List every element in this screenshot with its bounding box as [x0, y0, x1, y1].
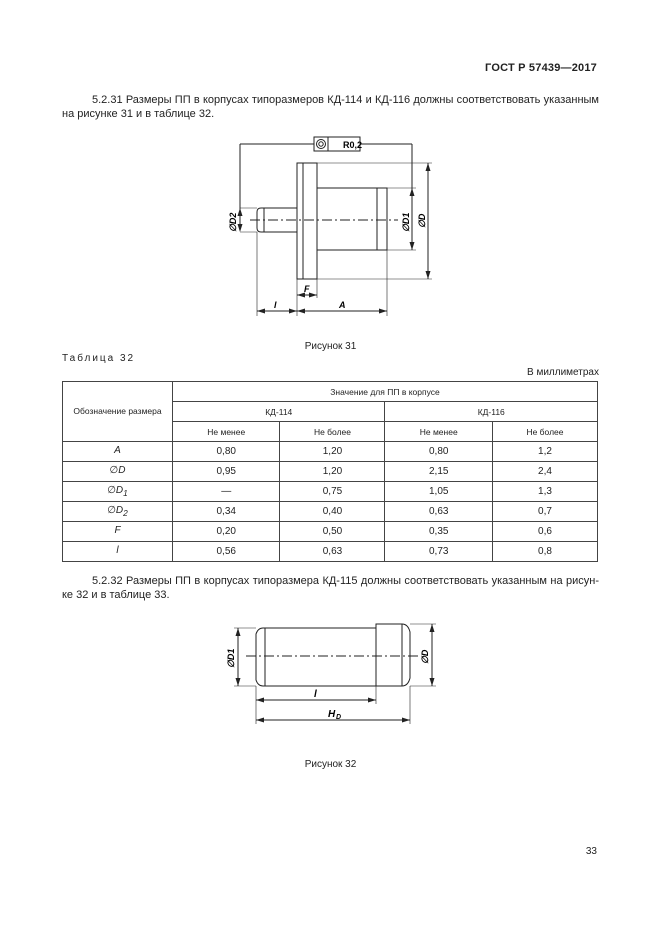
- table-cell: 0,6: [492, 522, 597, 542]
- table-cell: 1,2: [492, 442, 597, 462]
- document-header: ГОСТ Р 57439—2017: [485, 62, 597, 74]
- fig32-label-h-sub: D: [336, 714, 342, 721]
- col-header-value: Значение для ПП в корпусе: [173, 382, 598, 402]
- tolerance-value: R0,2: [343, 140, 363, 150]
- label-d1: ∅D1: [401, 212, 411, 232]
- label-l: l: [274, 300, 277, 310]
- table-cell: 0,80: [173, 442, 280, 462]
- table-cell: 0,95: [173, 462, 280, 482]
- fig32-label-d1: ∅D1: [226, 648, 236, 668]
- paragraph-5-2-32: 5.2.32 Размеры ПП в корпусах типоразмера КД-115 должны соответствовать указанным на рисунке 32 и в таблице 33.: [62, 575, 599, 601]
- table-cell: —: [173, 482, 280, 502]
- row-label: ∅D: [63, 462, 173, 482]
- table-row: [63, 522, 598, 542]
- table-row: [63, 462, 598, 482]
- table-row: [63, 542, 598, 562]
- table-cell: 0,75: [280, 482, 385, 502]
- table-cell: 1,05: [385, 482, 492, 502]
- fig32-label-l: l: [314, 689, 317, 700]
- table-cell: 0,35: [385, 522, 492, 542]
- table-cell: 0,80: [385, 442, 492, 462]
- col-header-sub: Не менее: [385, 422, 492, 442]
- col-header-designation: Обозначение размера: [63, 382, 173, 442]
- row-label: $\emptyset D_1$: [63, 482, 173, 502]
- row-label: A: [63, 442, 173, 462]
- table-row: [63, 482, 598, 502]
- label-d: ∅D: [417, 213, 427, 228]
- fig32-label-h: H: [328, 709, 336, 720]
- col-header-sub: Не более: [492, 422, 597, 442]
- table-cell: 0,7: [492, 502, 597, 522]
- row-label: l: [63, 542, 173, 562]
- table-cell: 2,4: [492, 462, 597, 482]
- table-cell: 0,63: [280, 542, 385, 562]
- table-cell: 0,8: [492, 542, 597, 562]
- table-cell: 1,20: [280, 442, 385, 462]
- figure-32-caption: Рисунок 32: [304, 759, 357, 770]
- part-cylinder: [256, 628, 376, 686]
- label-d2: ∅D2: [228, 212, 238, 232]
- row-label: F: [63, 522, 173, 542]
- table-cell: 1,20: [280, 462, 385, 482]
- table-cell: 0,63: [385, 502, 492, 522]
- table-cell: 0,40: [280, 502, 385, 522]
- row-label: $\emptyset D_2$: [63, 502, 173, 522]
- table-cell: 1,3: [492, 482, 597, 502]
- figure-31-caption: Рисунок 31: [304, 341, 357, 352]
- table-row: [63, 442, 598, 462]
- page-number: 33: [585, 846, 597, 857]
- label-a: A: [339, 300, 346, 310]
- part-flange: [297, 163, 317, 279]
- table-cell: 0,20: [173, 522, 280, 542]
- col-header-group: КД-114: [173, 402, 385, 422]
- paragraph-5-2-31: 5.2.31 Размеры ПП в корпусах типоразмеров КД-114 и КД-116 должны соответствовать указанным на рисунке 31 и в таблице 32.: [62, 94, 599, 120]
- col-header-sub: Не более: [280, 422, 385, 442]
- col-header-sub: Не менее: [173, 422, 280, 442]
- table-title: Таблица 32: [62, 353, 136, 364]
- table-32: [62, 381, 598, 562]
- fig32-label-d: ∅D: [420, 649, 430, 664]
- col-header-group: КД-116: [385, 402, 598, 422]
- label-f: F: [304, 284, 310, 294]
- table-cell: 0,73: [385, 542, 492, 562]
- part-cap: [376, 624, 410, 686]
- table-cell: 0,50: [280, 522, 385, 542]
- table-cell: 0,56: [173, 542, 280, 562]
- table-cell: 2,15: [385, 462, 492, 482]
- table-cell: 0,34: [173, 502, 280, 522]
- table-units: В миллиметрах: [527, 367, 599, 378]
- table-row: [63, 502, 598, 522]
